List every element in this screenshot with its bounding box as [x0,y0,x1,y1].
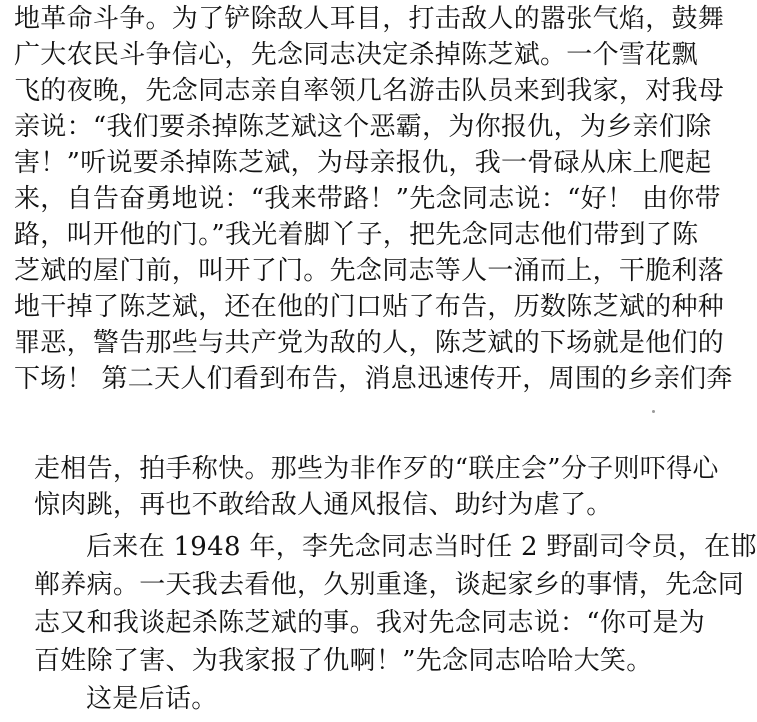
text-line: 地干掉了陈芝斌，还在他的门口贴了布告，历数陈芝斌的种种 [14,292,725,322]
text-line: 志又和我谈起杀陈芝斌的事。我对先念同志说：“你可是为 [34,608,706,638]
text-line: 亲说：“我们要杀掉陈芝斌这个恶霸，为你报仇，为乡亲们除 [14,112,712,142]
text-line: 罪恶，警告那些与共产党为敌的人，陈芝斌的下场就是他们的 [14,328,725,358]
text-line: 郸养病。一天我去看他，久别重逢，谈起家乡的事情，先念同 [34,570,745,600]
text-line: 广大农民斗争信心，先念同志决定杀掉陈芝斌。一个雪花飘 [14,40,698,70]
text-line: 后来在 1948 年，李先念同志当时任 2 野副司令员，在邯 [86,532,757,562]
text-line: 地革命斗争。为了铲除敌人耳目，打击敌人的嚣张气焰，鼓舞 [14,4,725,34]
text-line: 下场！ 第二天人们看到布告，消息迅速传开，周围的乡亲们奔 [14,364,733,394]
text-line: 路，叫开他的门。”我光着脚丫子，把先念同志他们带到了陈 [14,220,699,250]
text-line: 飞的夜晚，先念同志亲自率领几名游击队员来到我家，对我母 [14,76,725,106]
text-line: 来，自告奋勇地说：“我来带路！”先念同志说：“好！ 由你带 [14,184,721,214]
text-line: 这是后话。 [86,684,218,714]
text-line: 害！”听说要杀掉陈芝斌，为母亲报仇，我一骨碌从床上爬起 [14,148,712,178]
text-line: 芝斌的屋门前，叫开了门。先念同志等人一涌而上，干脆利落 [14,256,725,286]
text-line: 百姓除了害、为我家报了仇啊！”先念同志哈哈大笑。 [34,646,653,676]
text-line: 走相告，拍手称快。那些为非作歹的“联庄会”分子则吓得心 [34,454,719,484]
scan-speck [652,410,655,413]
text-line: 惊肉跳，再也不敢给敌人通风报信、助纣为虐了。 [34,490,613,520]
